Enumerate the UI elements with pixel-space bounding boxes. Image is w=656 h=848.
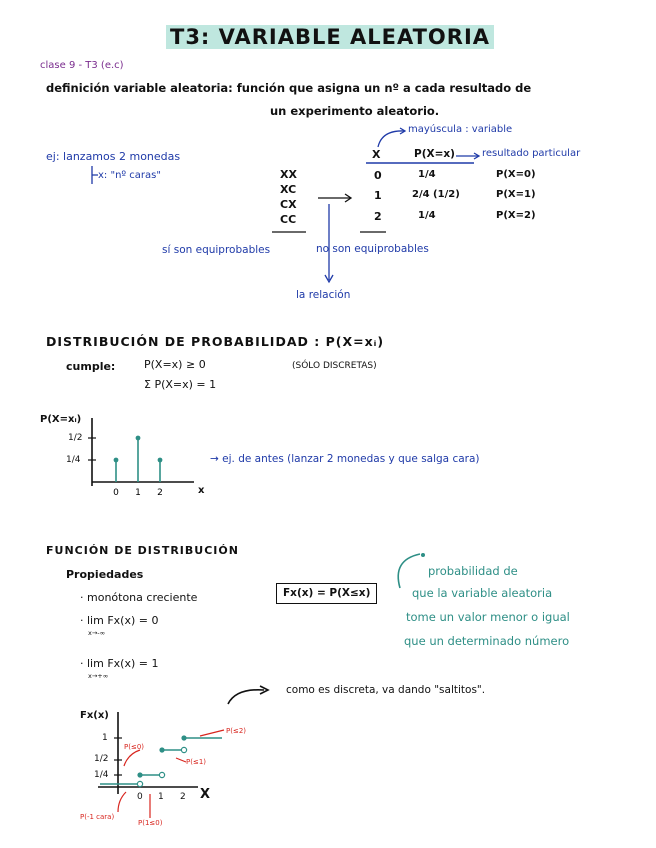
table-cell-p: 1/4 bbox=[418, 169, 436, 180]
pmf-xlabel: x bbox=[198, 485, 205, 496]
cdf-xtick-1: 1 bbox=[158, 792, 164, 802]
red-arrow bbox=[124, 750, 140, 766]
cdf-label-p-1le0: P(1≤0) bbox=[138, 819, 163, 827]
table-cell-x: 2 bbox=[374, 210, 382, 223]
table-cell-p: 1/4 bbox=[418, 210, 436, 221]
outcome-item: CX bbox=[280, 198, 297, 211]
outcome-item: XC bbox=[280, 183, 297, 196]
cdf-heading: FUNCIÓN DE DISTRIBUCIÓN bbox=[46, 544, 239, 557]
distribution-heading: DISTRIBUCIÓN DE PROBABILIDAD : P(X=xᵢ) bbox=[46, 334, 385, 349]
pmf-ytick-quarter: 1/4 bbox=[66, 455, 81, 465]
cdf-ytick-half: 1/2 bbox=[94, 754, 109, 764]
table-cell-px: P(X=1) bbox=[496, 189, 536, 200]
cdf-point bbox=[159, 747, 164, 752]
cumple-label: cumple: bbox=[66, 360, 116, 373]
property-3: · lim Fx(x) = 1 bbox=[80, 657, 159, 670]
property-2-sub: x→-∞ bbox=[88, 629, 106, 637]
discrete-note: como es discreta, va dando "saltitos". bbox=[286, 684, 486, 696]
table-cell-px: P(X=2) bbox=[496, 210, 536, 221]
property-3-sub: x→+∞ bbox=[88, 672, 109, 680]
relation-label: la relación bbox=[296, 289, 351, 301]
properties-label: Propiedades bbox=[66, 568, 144, 581]
not-equiprobable-label: no son equiprobables bbox=[316, 243, 429, 255]
table-cell-px: P(X=0) bbox=[496, 169, 536, 180]
definition-line-1: definición variable aleatoria: función que asigna un nº a cada resultado de bbox=[46, 81, 532, 95]
table-cell-x: 0 bbox=[374, 169, 382, 182]
cdf-desc-2: que la variable aleatoria bbox=[412, 586, 553, 600]
property-1: · monótona creciente bbox=[80, 591, 198, 604]
class-label: clase 9 - T3 (e.c) bbox=[40, 60, 124, 71]
condition-2: Σ P(X=x) = 1 bbox=[144, 378, 217, 391]
condition-1: P(X=x) ≥ 0 bbox=[144, 358, 206, 371]
cdf-xlabel: X bbox=[200, 787, 211, 802]
cdf-label-p-le2: P(≤2) bbox=[226, 727, 247, 735]
pmf-note: → ej. de antes (lanzar 2 monedas y que salga cara) bbox=[210, 453, 480, 465]
cdf-label-p-le0: P(≤0) bbox=[124, 743, 145, 751]
table-header-p: P(X=x) bbox=[414, 148, 455, 160]
cdf-xtick-0: 0 bbox=[137, 792, 143, 802]
particular-note: resultado particular bbox=[482, 148, 581, 159]
pmf-xtick: 0 bbox=[113, 488, 119, 498]
table-cell-p: 2/4 (1/2) bbox=[412, 189, 460, 200]
property-2: · lim Fx(x) = 0 bbox=[80, 614, 159, 627]
example-intro: ej: lanzamos 2 monedas bbox=[46, 150, 181, 163]
cdf-ytick-quarter: 1/4 bbox=[94, 770, 109, 780]
red-arrow bbox=[118, 792, 126, 812]
cdf-point bbox=[181, 735, 186, 740]
definition-line-2: un experimento aleatorio. bbox=[270, 104, 440, 118]
cdf-desc-4: que un determinado número bbox=[404, 634, 570, 648]
cdf-xtick-2: 2 bbox=[180, 792, 186, 802]
solo-discretas: (SÓLO DISCRETAS) bbox=[292, 361, 377, 371]
cdf-label-p-minus1: P(-1 cara) bbox=[80, 813, 115, 821]
equiprobable-label: sí son equiprobables bbox=[162, 244, 271, 256]
pmf-xtick: 1 bbox=[135, 488, 141, 498]
cdf-formula: Fx(x) = P(X≤x) bbox=[276, 583, 377, 604]
cdf-desc-1: probabilidad de bbox=[428, 564, 518, 578]
outcome-item: CC bbox=[280, 213, 297, 226]
table-cell-x: 1 bbox=[374, 189, 382, 202]
red-arrow bbox=[176, 758, 186, 762]
pmf-xtick: 2 bbox=[157, 488, 163, 498]
page-title-text: T3: VARIABLE ALEATORIA bbox=[166, 25, 494, 49]
cdf-label-p-le1: P(≤1) bbox=[186, 758, 207, 766]
cdf-open-point bbox=[137, 781, 142, 786]
cdf-point bbox=[137, 772, 142, 777]
table-header-x: X bbox=[372, 148, 381, 161]
outcome-item: XX bbox=[280, 168, 297, 181]
cdf-open-point bbox=[181, 747, 186, 752]
cdf-open-point bbox=[159, 772, 164, 777]
cdf-ylabel: Fx(x) bbox=[80, 710, 109, 721]
cdf-ytick-1: 1 bbox=[102, 733, 108, 743]
red-arrow bbox=[200, 730, 224, 736]
pmf-ylabel: P(X=xᵢ) bbox=[40, 414, 82, 425]
pmf-ytick-half: 1/2 bbox=[68, 433, 83, 443]
uppercase-note: mayúscula : variable bbox=[408, 124, 513, 135]
cdf-desc-3: tome un valor menor o igual bbox=[406, 610, 570, 624]
x-definition: x: "nº caras" bbox=[98, 170, 161, 181]
